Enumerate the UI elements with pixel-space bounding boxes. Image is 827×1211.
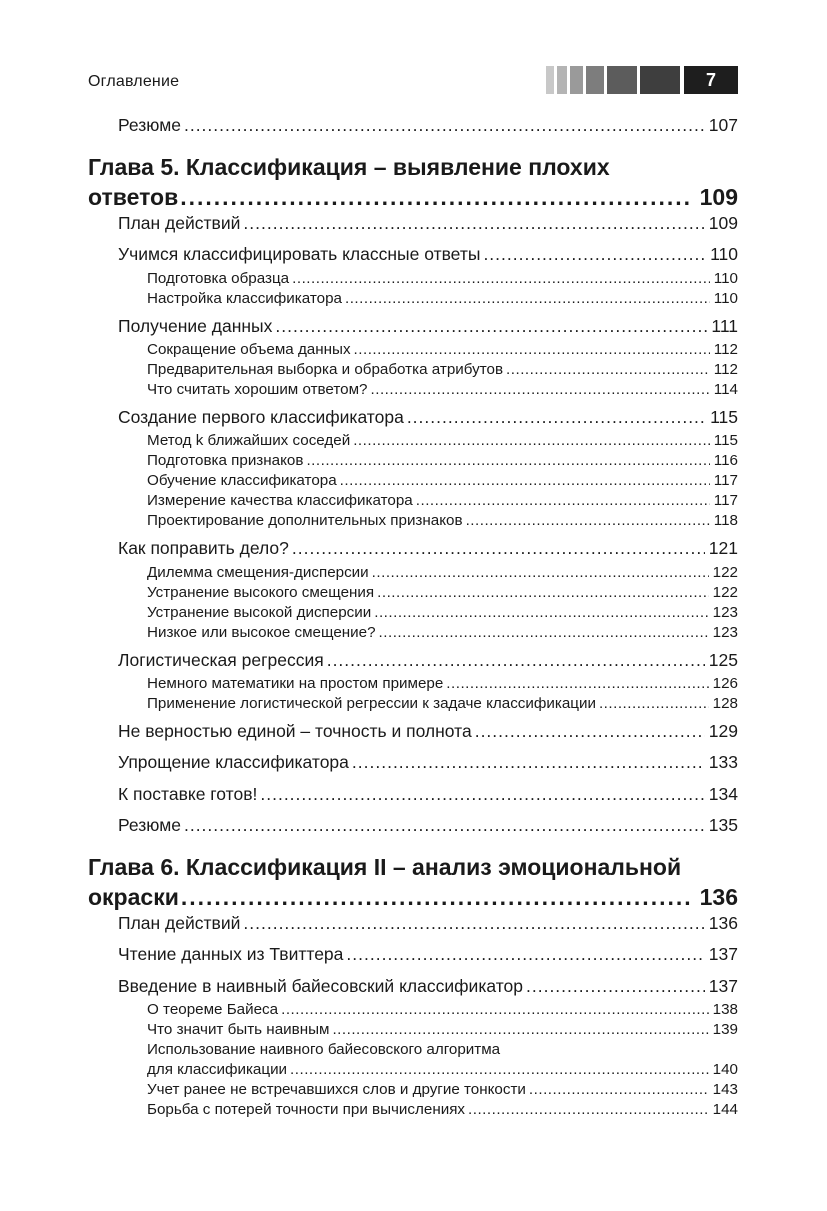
toc-entry-page: 128 bbox=[712, 695, 738, 712]
toc-entry-page: 123 bbox=[712, 624, 738, 641]
toc-entry-page: 115 bbox=[710, 407, 738, 427]
leader-dots bbox=[340, 472, 710, 489]
header-stripe bbox=[546, 66, 554, 94]
toc-entry[interactable] bbox=[118, 784, 738, 808]
toc-subentry[interactable] bbox=[147, 361, 738, 381]
header-decor-bar bbox=[543, 66, 738, 94]
toc-entry[interactable] bbox=[118, 316, 738, 340]
chapter-title-continued: окраски bbox=[88, 884, 179, 910]
leader-dots bbox=[407, 407, 706, 428]
page-number: 7 bbox=[684, 66, 738, 94]
toc-entry-page: 125 bbox=[708, 650, 738, 670]
toc-entry-page: 109 bbox=[708, 213, 738, 233]
toc-entry-page: 110 bbox=[713, 290, 738, 307]
toc-entry[interactable] bbox=[118, 752, 738, 776]
toc-entry-page: 110 bbox=[713, 270, 738, 287]
toc-entry-page: 133 bbox=[708, 752, 738, 772]
toc-subentry[interactable] bbox=[147, 492, 738, 512]
toc-entry-label: Что значит быть наивным bbox=[147, 1021, 330, 1038]
toc-subentry[interactable] bbox=[147, 452, 738, 472]
header-stripe bbox=[570, 66, 583, 94]
toc-subentry[interactable] bbox=[147, 512, 738, 532]
leader-dots bbox=[292, 538, 705, 559]
toc-entry-label: для классификации bbox=[147, 1061, 288, 1078]
leader-dots bbox=[292, 270, 710, 287]
toc-entry-label: Упрощение классификатора bbox=[118, 752, 349, 772]
toc-entry[interactable] bbox=[118, 815, 738, 839]
leader-dots bbox=[275, 316, 707, 337]
toc-entry-page: 135 bbox=[708, 815, 738, 835]
toc-entry-label: Учет ранее не встречавшихся слов и другие тонкости bbox=[147, 1081, 526, 1098]
toc-entry-page: 122 bbox=[712, 564, 738, 581]
toc-subentry-first-line[interactable]: Использование наивного байесовского алгоритма bbox=[147, 1041, 501, 1058]
leader-dots bbox=[529, 1081, 709, 1098]
leader-dots bbox=[290, 1061, 709, 1078]
toc-entry-page: 115 bbox=[713, 432, 738, 449]
toc-entry-page: 144 bbox=[712, 1101, 738, 1118]
toc-entry-page: 107 bbox=[708, 115, 738, 135]
toc-subentry[interactable] bbox=[147, 1101, 738, 1121]
chapter-title: Глава 6. Классификация II – анализ эмоциональной bbox=[88, 854, 682, 880]
chapter-page: 136 bbox=[699, 884, 738, 910]
toc-subentry[interactable] bbox=[147, 675, 738, 695]
leader-dots bbox=[468, 1101, 709, 1118]
leader-dots bbox=[379, 624, 709, 641]
toc-entry-page: 134 bbox=[708, 784, 738, 804]
toc-subentry[interactable] bbox=[147, 341, 738, 361]
running-title: Оглавление bbox=[88, 73, 180, 90]
toc-entry-page: 129 bbox=[708, 721, 738, 741]
toc-entry-label: Настройка классификатора bbox=[147, 290, 342, 307]
toc-subentry[interactable] bbox=[147, 290, 738, 310]
toc-entry-label: Устранение высокой дисперсии bbox=[147, 604, 372, 621]
leader-dots bbox=[371, 381, 710, 398]
leader-dots bbox=[372, 564, 709, 581]
toc-entry-label: План действий bbox=[118, 213, 241, 233]
toc-entry[interactable] bbox=[118, 913, 738, 937]
leader-dots bbox=[345, 290, 710, 307]
toc-entry-label: Измерение качества классификатора bbox=[147, 492, 413, 509]
leader-dots bbox=[260, 784, 704, 805]
chapter-page: 109 bbox=[699, 184, 738, 210]
toc-entry-page: 138 bbox=[712, 1001, 738, 1018]
toc-subentry[interactable] bbox=[147, 432, 738, 452]
toc-entry-page: 126 bbox=[712, 675, 738, 692]
toc-entry-page: 136 bbox=[708, 913, 738, 933]
leader-dots bbox=[181, 882, 692, 912]
page-header bbox=[88, 66, 738, 96]
leader-dots bbox=[475, 721, 705, 742]
leader-dots bbox=[483, 244, 706, 265]
toc-entry-label: О теореме Байеса bbox=[147, 1001, 279, 1018]
leader-dots bbox=[243, 913, 704, 934]
toc-entry-page: 122 bbox=[712, 584, 738, 601]
leader-dots bbox=[352, 752, 705, 773]
leader-dots bbox=[184, 815, 705, 836]
toc-entry-label: Получение данных bbox=[118, 316, 273, 336]
toc-entry-label: Логистическая регрессия bbox=[118, 650, 324, 670]
header-stripe bbox=[640, 66, 680, 94]
toc-entry-page: 112 bbox=[713, 361, 738, 378]
toc-entry-label: Чтение данных из Твиттера bbox=[118, 944, 344, 964]
leader-dots bbox=[184, 115, 705, 136]
leader-dots bbox=[599, 695, 709, 712]
toc-entry-page: 137 bbox=[708, 976, 738, 996]
toc-entry-page: 118 bbox=[713, 512, 738, 529]
leader-dots bbox=[416, 492, 710, 509]
toc-entry-label: Немного математики на простом примере bbox=[147, 675, 444, 692]
toc-entry-page: 123 bbox=[712, 604, 738, 621]
chapter-heading[interactable] bbox=[88, 852, 738, 912]
leader-dots bbox=[506, 361, 710, 378]
toc-entry-label: Как поправить дело? bbox=[118, 538, 289, 558]
toc-entry[interactable] bbox=[118, 721, 738, 745]
chapter-title-continued: ответов bbox=[88, 184, 179, 210]
toc-subentry[interactable] bbox=[147, 1081, 738, 1101]
chapter-title: Глава 5. Классификация – выявление плохих bbox=[88, 154, 610, 180]
toc-subentry[interactable] bbox=[147, 584, 738, 604]
toc-entry-label: Предварительная выборка и обработка атрибутов bbox=[147, 361, 504, 378]
toc-entry-page: 112 bbox=[713, 341, 738, 358]
toc-subentry[interactable] bbox=[147, 1001, 738, 1021]
toc-entry-page: 139 bbox=[712, 1021, 738, 1038]
toc-entry-label: Низкое или высокое смещение? bbox=[147, 624, 376, 641]
toc-entry-page: 116 bbox=[713, 452, 738, 469]
toc-entry-label: Что считать хорошим ответом? bbox=[147, 381, 368, 398]
toc-entry-label: Борьба с потерей точности при вычислениях bbox=[147, 1101, 466, 1118]
toc-entry[interactable] bbox=[118, 244, 738, 268]
leader-dots bbox=[332, 1021, 708, 1038]
toc-entry-label: Проектирование дополнительных признаков bbox=[147, 512, 463, 529]
leader-dots bbox=[377, 584, 709, 601]
leader-dots bbox=[354, 341, 710, 358]
toc-subentry[interactable] bbox=[147, 472, 738, 492]
toc-entry-label: План действий bbox=[118, 913, 241, 933]
toc-subentry[interactable] bbox=[147, 604, 738, 624]
leader-dots bbox=[446, 675, 708, 692]
toc-subentry[interactable] bbox=[147, 270, 738, 290]
toc-entry-label: Обучение классификатора bbox=[147, 472, 337, 489]
header-stripe bbox=[557, 66, 567, 94]
toc-entry[interactable] bbox=[118, 650, 738, 674]
toc-entry-label: Применение логистической регрессии к задаче классификации bbox=[147, 695, 596, 712]
toc-entry[interactable] bbox=[118, 944, 738, 968]
toc-entry-page: 121 bbox=[708, 538, 738, 558]
toc-entry-label: Создание первого классификатора bbox=[118, 407, 404, 427]
toc-entry-label: Не верностью единой – точность и полнота bbox=[118, 721, 472, 741]
toc-subentry[interactable] bbox=[147, 1021, 738, 1041]
toc-entry-label: К поставке готов! bbox=[118, 784, 258, 804]
toc-entry[interactable] bbox=[118, 213, 738, 237]
toc-entry-label: Дилемма смещения-дисперсии bbox=[147, 564, 369, 581]
toc-entry-label: Учимся классифицировать классные ответы bbox=[118, 244, 481, 264]
toc-entry-label: Подготовка образца bbox=[147, 270, 290, 287]
toc-entry-label: Резюме bbox=[118, 115, 181, 135]
toc-entry[interactable] bbox=[118, 538, 738, 562]
toc-entry-label: Подготовка признаков bbox=[147, 452, 304, 469]
toc-entry-page: 111 bbox=[711, 316, 738, 336]
toc-subentry[interactable] bbox=[147, 381, 738, 401]
toc-entry[interactable] bbox=[118, 115, 738, 139]
leader-dots bbox=[526, 976, 705, 997]
toc-subentry[interactable] bbox=[147, 624, 738, 644]
toc-entry-page: 143 bbox=[712, 1081, 738, 1098]
toc-entry[interactable] bbox=[118, 407, 738, 431]
toc-entry-label: Устранение высокого смещения bbox=[147, 584, 375, 601]
toc-entry-page: 117 bbox=[713, 492, 738, 509]
toc-entry-page: 140 bbox=[712, 1061, 738, 1078]
leader-dots bbox=[180, 182, 691, 212]
leader-dots bbox=[327, 650, 705, 671]
leader-dots bbox=[374, 604, 708, 621]
toc-entry-page: 114 bbox=[713, 381, 738, 398]
toc-subentry[interactable] bbox=[147, 695, 738, 715]
toc-entry-label: Введение в наивный байесовский классификатор bbox=[118, 976, 523, 996]
toc-entry-label: Метод k ближайших соседей bbox=[147, 432, 351, 449]
toc-entry-page: 110 bbox=[710, 244, 738, 264]
toc-entry-label: Резюме bbox=[118, 815, 181, 835]
toc-entry-page: 137 bbox=[708, 944, 738, 964]
leader-dots bbox=[243, 213, 704, 234]
toc-entry-page: 117 bbox=[713, 472, 738, 489]
leader-dots bbox=[281, 1001, 709, 1018]
leader-dots bbox=[346, 944, 704, 965]
toc-subentry[interactable] bbox=[147, 1061, 738, 1081]
leader-dots bbox=[306, 452, 709, 469]
chapter-heading[interactable] bbox=[88, 152, 738, 212]
header-stripe bbox=[607, 66, 637, 94]
leader-dots bbox=[353, 432, 710, 449]
toc-entry[interactable] bbox=[118, 976, 738, 1000]
toc-subentry[interactable] bbox=[147, 564, 738, 584]
header-stripe bbox=[586, 66, 604, 94]
toc-entry-label: Сокращение объема данных bbox=[147, 341, 351, 358]
leader-dots bbox=[466, 512, 710, 529]
